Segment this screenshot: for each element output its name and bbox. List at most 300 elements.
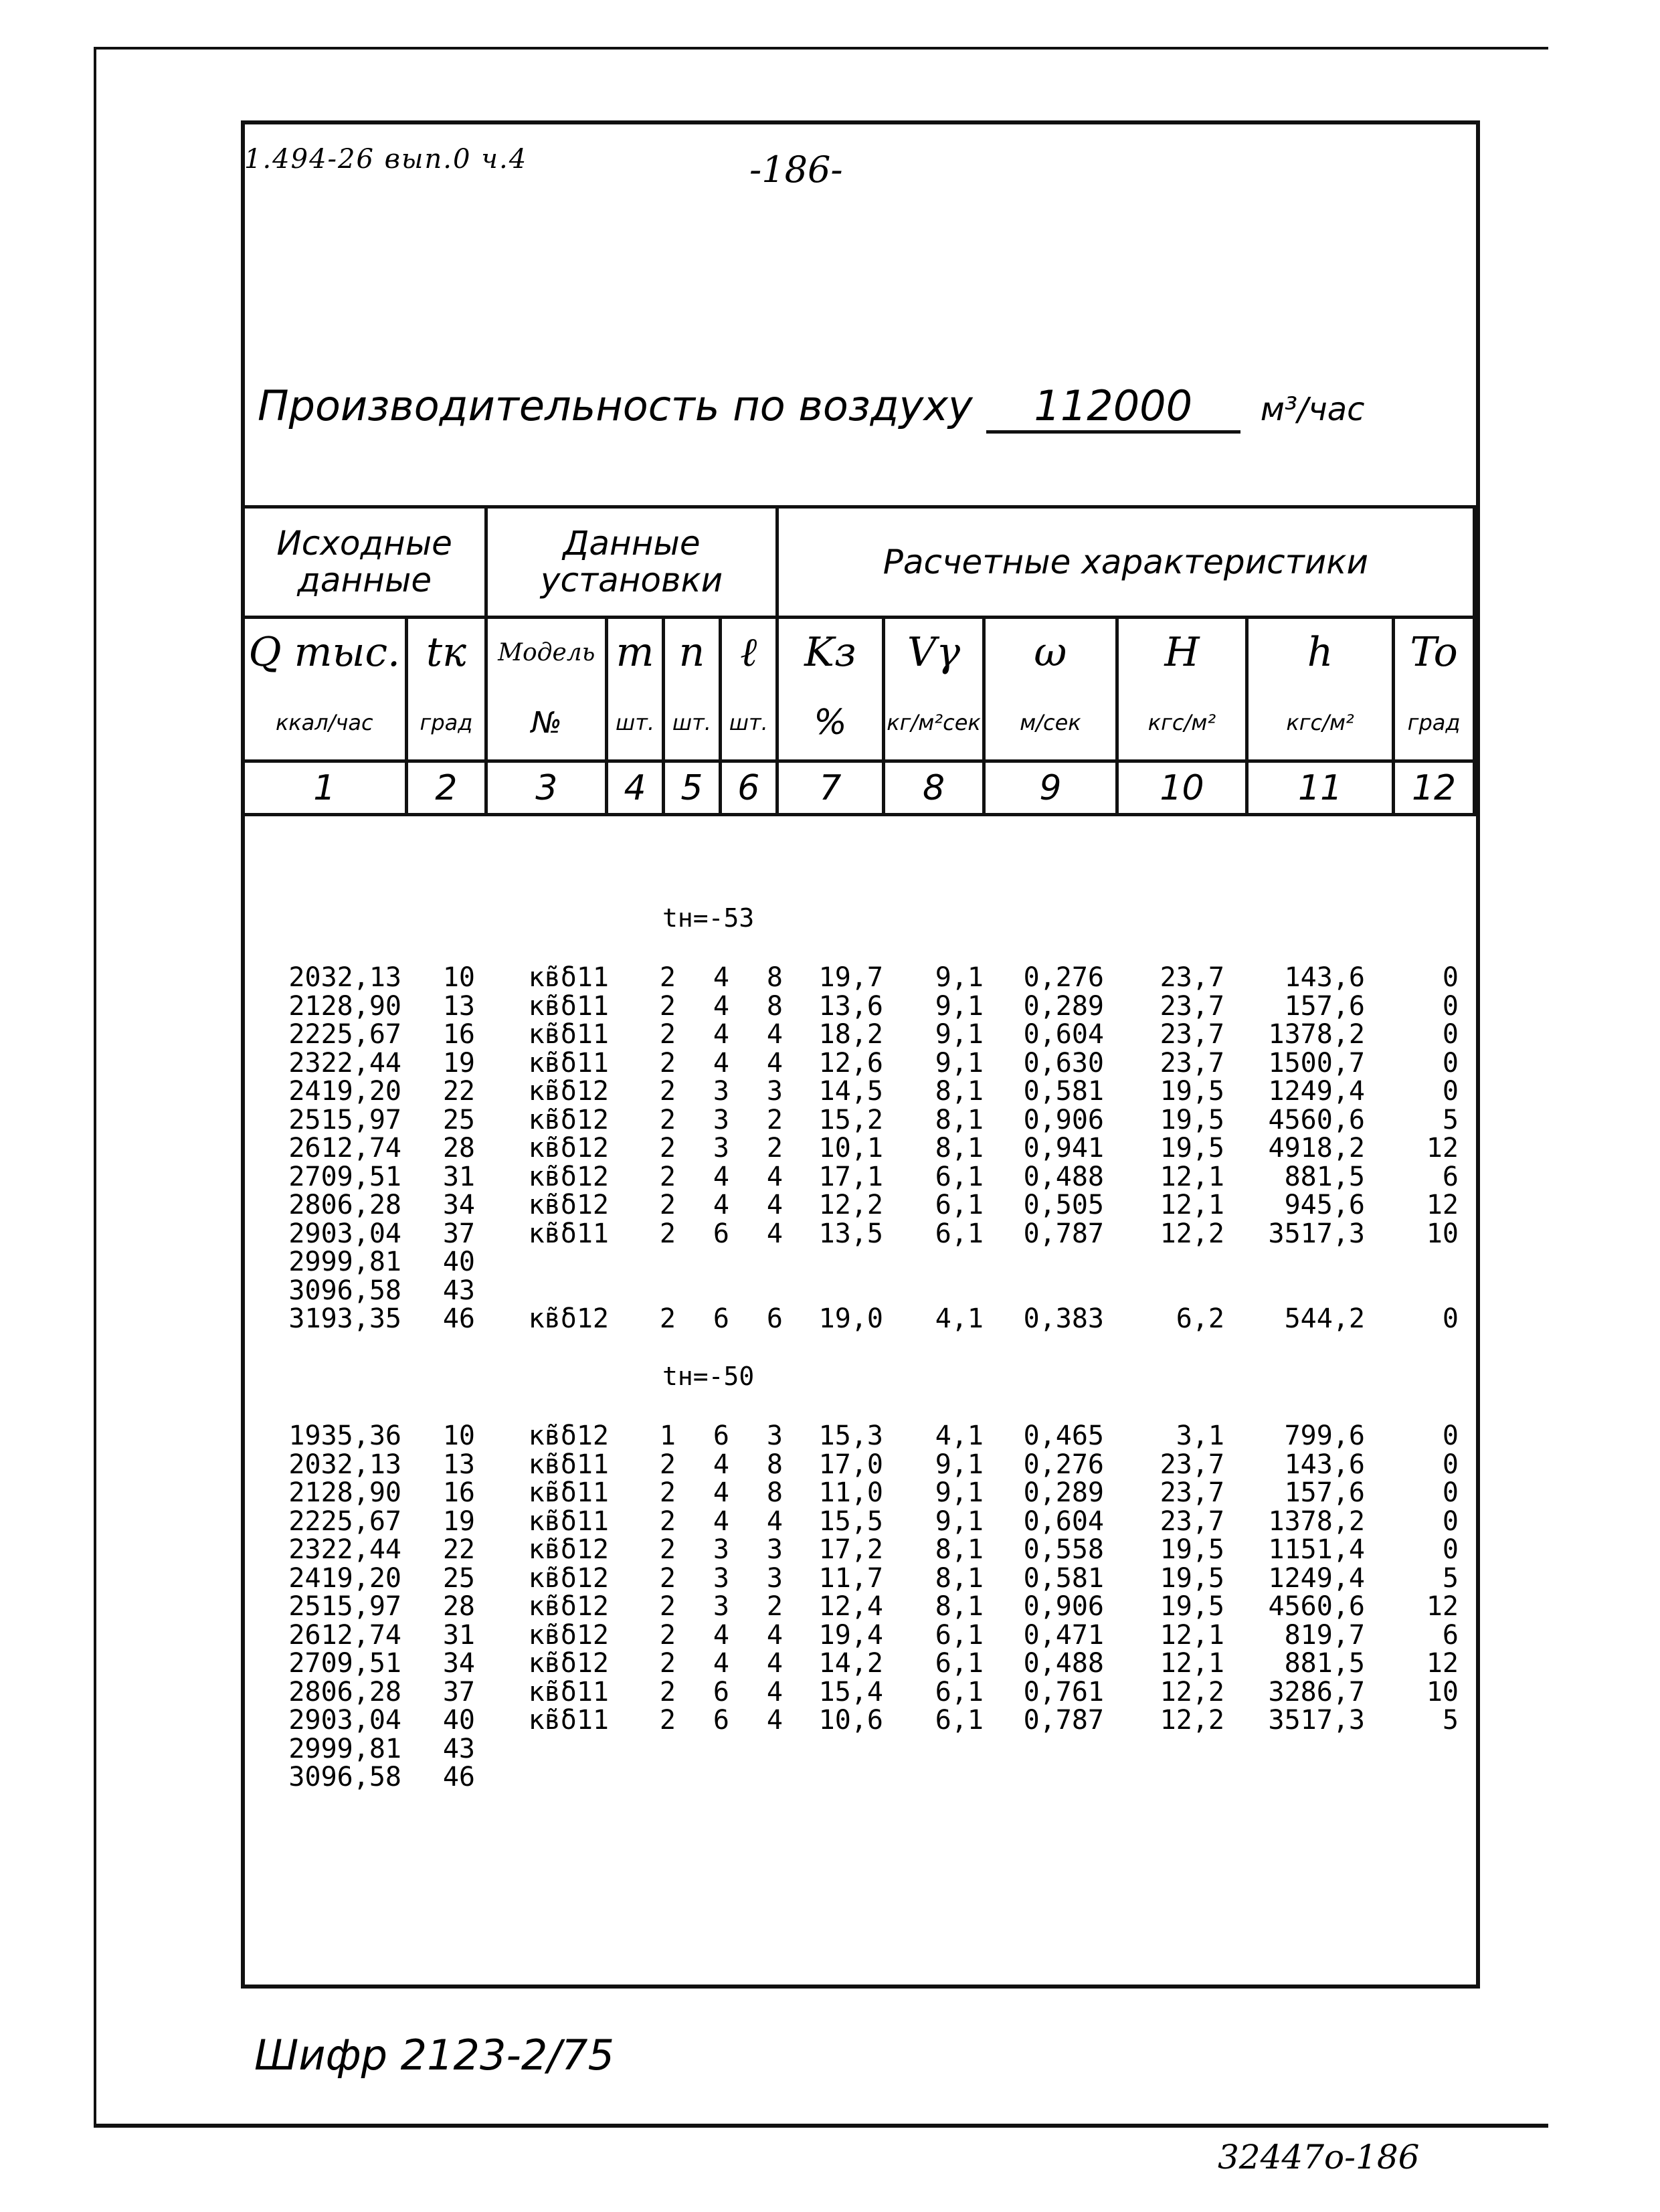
- table-cell: 0,906: [1023, 1104, 1104, 1135]
- table-cell: 0,581: [1023, 1562, 1104, 1594]
- table-cell: кв̃δ11: [528, 1477, 609, 1508]
- table-cell: [783, 1277, 883, 1305]
- col-unit-H: кгс/м²: [1117, 686, 1247, 761]
- table-row: [274, 1020, 1459, 1049]
- table-cell: кв̃δ11: [528, 1676, 609, 1708]
- table-cell: кв̃δ11: [528, 1218, 609, 1249]
- table-cell: 4560,6: [1268, 1591, 1365, 1622]
- table-cell: 23,7: [1160, 990, 1224, 1022]
- table-cell: 2032,13: [288, 1449, 401, 1480]
- table-cell: 0,505: [1023, 1190, 1104, 1220]
- table-cell: 9,1: [935, 1019, 984, 1050]
- table-cell: 12,2: [1160, 1705, 1224, 1736]
- table-cell: 23,7: [1160, 1449, 1224, 1480]
- table-cell: [609, 1277, 676, 1305]
- table-cell: 13,6: [818, 990, 883, 1022]
- table-cell: 0,276: [1023, 1449, 1104, 1480]
- col-symbol-q: Q тыс.: [243, 618, 407, 686]
- table-cell: 881,5: [1284, 1161, 1365, 1192]
- table-cell: 12,2: [818, 1190, 883, 1220]
- col-symbol-l: ℓ: [720, 618, 777, 686]
- table-cell: [729, 1763, 783, 1792]
- table-cell: 3517,3: [1268, 1705, 1365, 1736]
- table-row: [274, 1451, 1459, 1479]
- table-cell: [1104, 1735, 1224, 1764]
- table-cell: 4: [713, 1505, 729, 1537]
- table-cell: [883, 1763, 984, 1792]
- table-cell: кв̃δ12: [528, 1133, 609, 1164]
- table-cell: 2: [659, 962, 676, 993]
- table-cell: 14,2: [818, 1648, 883, 1679]
- table-cell: 19,0: [818, 1303, 883, 1334]
- table-cell: [609, 1763, 676, 1792]
- table-cell: 1378,2: [1268, 1505, 1365, 1537]
- table-cell: 0,383: [1023, 1303, 1104, 1334]
- table-cell: 3,1: [1176, 1420, 1224, 1451]
- table-cell: 12: [1426, 1190, 1459, 1220]
- table-row: [274, 1134, 1459, 1163]
- table-row: [274, 1678, 1459, 1707]
- table-cell: кв̃δ11: [528, 962, 609, 993]
- table-cell: 2: [659, 1477, 676, 1508]
- col-number: 5: [663, 761, 720, 815]
- col-number: 3: [486, 761, 607, 815]
- col-unit-vg: кг/м²сек: [884, 686, 984, 761]
- table-cell: 46: [442, 1303, 475, 1334]
- table-row: [274, 1763, 1459, 1792]
- table-cell: 3517,3: [1268, 1218, 1365, 1249]
- table-cell: 881,5: [1284, 1648, 1365, 1679]
- col-number: 8: [884, 761, 984, 815]
- table-cell: 157,6: [1284, 1477, 1365, 1508]
- table-cell: 2: [659, 1076, 676, 1107]
- table-cell: 2032,13: [288, 962, 401, 993]
- table-cell: 0,604: [1023, 1505, 1104, 1537]
- table-row: [274, 1621, 1459, 1650]
- col-symbol-h: h: [1247, 618, 1394, 686]
- table-cell: 3: [766, 1420, 783, 1451]
- table-cell: 3096,58: [288, 1275, 401, 1306]
- table-header: [241, 505, 1476, 816]
- table-row: [274, 1735, 1459, 1764]
- table-cell: 0,465: [1023, 1420, 1104, 1451]
- table-cell: 143,6: [1284, 1449, 1365, 1480]
- table-cell: 12: [1426, 1591, 1459, 1622]
- table-cell: 12,1: [1160, 1161, 1224, 1192]
- table-cell: 28: [442, 1133, 475, 1164]
- table-cell: 157,6: [1284, 990, 1365, 1022]
- table-cell: 8: [766, 1449, 783, 1480]
- table-cell: 1151,4: [1268, 1534, 1365, 1565]
- data-block-tn-53: [274, 963, 1459, 1333]
- table-cell: 4: [713, 1619, 729, 1651]
- table-cell: 4: [713, 1190, 729, 1220]
- table-cell: 15,5: [818, 1505, 883, 1537]
- table-cell: [883, 1735, 984, 1764]
- table-cell: 2322,44: [288, 1534, 401, 1565]
- table-cell: 4: [713, 1047, 729, 1079]
- table-cell: 31: [442, 1619, 475, 1651]
- table-row: [274, 1106, 1459, 1135]
- col-number: 10: [1117, 761, 1247, 815]
- table-cell: 2806,28: [288, 1676, 401, 1708]
- table-cell: кв̃δ12: [528, 1076, 609, 1107]
- table-cell: [676, 1763, 729, 1792]
- air-capacity-unit: м³/час: [1260, 391, 1365, 428]
- table-cell: 19,5: [1160, 1534, 1224, 1565]
- col-number: 2: [406, 761, 486, 815]
- table-cell: 4: [766, 1505, 783, 1537]
- section-label-tn-53: tн=-53: [662, 903, 755, 933]
- table-cell: 3: [713, 1534, 729, 1565]
- table-cell: 2903,04: [288, 1218, 401, 1249]
- table-cell: 8,1: [935, 1534, 984, 1565]
- table-cell: 2709,51: [288, 1648, 401, 1679]
- table-row: [274, 1305, 1459, 1333]
- table-cell: 12,4: [818, 1591, 883, 1622]
- table-cell: кв̃δ12: [528, 1619, 609, 1651]
- table-cell: 0,787: [1023, 1218, 1104, 1249]
- table-cell: [475, 1248, 609, 1277]
- table-cell: 25: [442, 1104, 475, 1135]
- table-cell: 19,5: [1160, 1133, 1224, 1164]
- col-symbol-vg: Vγ: [884, 618, 984, 686]
- table-cell: 2806,28: [288, 1190, 401, 1220]
- table-cell: 6: [713, 1676, 729, 1708]
- table-cell: 3: [713, 1104, 729, 1135]
- table-cell: 8: [766, 962, 783, 993]
- table-cell: 2: [659, 1534, 676, 1565]
- table-cell: [475, 1763, 609, 1792]
- col-unit-omega: м/сек: [984, 686, 1117, 761]
- table-cell: 2: [659, 1104, 676, 1135]
- table-cell: 945,6: [1284, 1190, 1365, 1220]
- table-cell: кв̃δ12: [528, 1534, 609, 1565]
- table-cell: 23,7: [1160, 1505, 1224, 1537]
- table-cell: 2: [659, 1303, 676, 1334]
- table-cell: 0,906: [1023, 1591, 1104, 1622]
- table-row: [274, 1649, 1459, 1678]
- table-cell: 2: [659, 1161, 676, 1192]
- table-cell: 6: [713, 1705, 729, 1736]
- table-cell: кв̃δ12: [528, 1562, 609, 1594]
- table-row: [274, 1422, 1459, 1451]
- table-cell: 2: [659, 1505, 676, 1537]
- table-cell: 4: [713, 1449, 729, 1480]
- table-cell: 4: [766, 1047, 783, 1079]
- col-symbol-n: n: [663, 618, 720, 686]
- col-number: 11: [1247, 761, 1394, 815]
- table-cell: 28: [442, 1591, 475, 1622]
- table-cell: 0: [1442, 1477, 1459, 1508]
- table-cell: 0,488: [1023, 1648, 1104, 1679]
- table-cell: [883, 1277, 984, 1305]
- table-row: [274, 1248, 1459, 1277]
- table-cell: 11,7: [818, 1562, 883, 1594]
- table-cell: 4: [713, 962, 729, 993]
- table-cell: 8,1: [935, 1591, 984, 1622]
- table-cell: 0,471: [1023, 1619, 1104, 1651]
- table-row: [274, 1536, 1459, 1564]
- col-unit-l: шт.: [720, 686, 777, 761]
- table-cell: 3: [713, 1562, 729, 1594]
- table-row: [274, 1163, 1459, 1192]
- table-cell: 4: [713, 1019, 729, 1050]
- table-cell: 4: [766, 1019, 783, 1050]
- table-cell: 12,6: [818, 1047, 883, 1079]
- table-cell: 0: [1442, 1019, 1459, 1050]
- table-cell: [1365, 1248, 1459, 1277]
- table-cell: 46: [442, 1762, 475, 1792]
- table-cell: 2612,74: [288, 1133, 401, 1164]
- table-cell: 4: [766, 1648, 783, 1679]
- table-cell: 5: [1442, 1104, 1459, 1135]
- table-cell: 2903,04: [288, 1705, 401, 1736]
- col-unit-to: град: [1394, 686, 1475, 761]
- col-number: 4: [607, 761, 664, 815]
- table-cell: 12,1: [1160, 1648, 1224, 1679]
- table-cell: 12,1: [1160, 1619, 1224, 1651]
- table-cell: 19,5: [1160, 1562, 1224, 1594]
- table-cell: 4,1: [935, 1303, 984, 1334]
- table-cell: 1249,4: [1268, 1076, 1365, 1107]
- table-cell: 8: [766, 1477, 783, 1508]
- table-cell: 0,289: [1023, 990, 1104, 1022]
- table-cell: 2999,81: [288, 1247, 401, 1277]
- title-label: Производительность по воздуху: [258, 381, 973, 430]
- table-cell: кв̃δ11: [528, 1705, 609, 1736]
- table-cell: 14,5: [818, 1076, 883, 1107]
- table-row: [274, 1049, 1459, 1078]
- table-cell: 4918,2: [1268, 1133, 1365, 1164]
- table-cell: 2: [659, 1047, 676, 1079]
- table-cell: [1365, 1763, 1459, 1792]
- table-cell: кв̃δ12: [528, 1420, 609, 1451]
- table-cell: кв̃δ12: [528, 1104, 609, 1135]
- document-code: 1.494-26 вып.0 ч.4: [244, 144, 528, 175]
- table-cell: [783, 1735, 883, 1764]
- table-cell: 12: [1426, 1133, 1459, 1164]
- table-cell: 2322,44: [288, 1047, 401, 1079]
- table-cell: 9,1: [935, 1505, 984, 1537]
- table-cell: [1365, 1277, 1459, 1305]
- table-cell: 22: [442, 1076, 475, 1107]
- table-cell: 0: [1442, 962, 1459, 993]
- table-cell: 0,558: [1023, 1534, 1104, 1565]
- table-cell: 6: [713, 1303, 729, 1334]
- table-cell: 0,488: [1023, 1161, 1104, 1192]
- group-source-data: Исходные данные: [243, 507, 486, 618]
- col-unit-k3: %: [777, 686, 883, 761]
- table-cell: 2515,97: [288, 1104, 401, 1135]
- table-cell: 19,4: [818, 1619, 883, 1651]
- table-cell: 15,4: [818, 1676, 883, 1708]
- table-cell: 4: [713, 1161, 729, 1192]
- table-cell: [883, 1248, 984, 1277]
- col-number: 9: [984, 761, 1117, 815]
- table-cell: 10: [1426, 1218, 1459, 1249]
- table-cell: [984, 1763, 1104, 1792]
- table-cell: 3: [766, 1534, 783, 1565]
- table-cell: 799,6: [1284, 1420, 1365, 1451]
- table-cell: 0,941: [1023, 1133, 1104, 1164]
- table-cell: 2612,74: [288, 1619, 401, 1651]
- table-cell: 0,581: [1023, 1076, 1104, 1107]
- table-cell: 10,6: [818, 1705, 883, 1736]
- table-cell: 4: [713, 990, 729, 1022]
- table-cell: 23,7: [1160, 1477, 1224, 1508]
- col-symbol-to: To: [1394, 618, 1475, 686]
- table-cell: 8,1: [935, 1104, 984, 1135]
- table-cell: 6,1: [935, 1161, 984, 1192]
- table-cell: [676, 1277, 729, 1305]
- table-cell: 4: [766, 1676, 783, 1708]
- table-row: [274, 1077, 1459, 1106]
- col-unit-n: шт.: [663, 686, 720, 761]
- page-title: [258, 381, 1365, 434]
- table-cell: 6,1: [935, 1190, 984, 1220]
- table-cell: 15,2: [818, 1104, 883, 1135]
- table-cell: кв̃δ12: [528, 1190, 609, 1220]
- table-cell: 6: [766, 1303, 783, 1334]
- table-cell: 2225,67: [288, 1019, 401, 1050]
- col-symbol-tk: tк: [406, 618, 486, 686]
- table-cell: 6: [1442, 1619, 1459, 1651]
- table-cell: 3: [713, 1591, 729, 1622]
- table-cell: 0: [1442, 990, 1459, 1022]
- table-cell: 2: [766, 1104, 783, 1135]
- table-row: [274, 1277, 1459, 1305]
- group-installation-data: Данные установки: [486, 507, 777, 618]
- table-cell: 3193,35: [288, 1303, 401, 1334]
- page-number: -186-: [749, 149, 843, 191]
- table-cell: 5: [1442, 1562, 1459, 1594]
- table-cell: 0,604: [1023, 1019, 1104, 1050]
- table-cell: 4: [713, 1648, 729, 1679]
- col-unit-m: шт.: [607, 686, 664, 761]
- table-cell: 2: [659, 1133, 676, 1164]
- table-cell: 3: [713, 1076, 729, 1107]
- table-cell: 0,761: [1023, 1676, 1104, 1708]
- table-cell: 31: [442, 1161, 475, 1192]
- table-cell: 9,1: [935, 962, 984, 993]
- table-cell: 1: [659, 1420, 676, 1451]
- table-cell: 2: [659, 1218, 676, 1249]
- table-cell: 2419,20: [288, 1562, 401, 1594]
- group-calculated-characteristics: Расчетные характеристики: [777, 507, 1474, 618]
- table-cell: 6,1: [935, 1648, 984, 1679]
- col-symbol-H: H: [1117, 618, 1247, 686]
- table-cell: [783, 1763, 883, 1792]
- table-cell: 3: [766, 1562, 783, 1594]
- table-cell: 6,1: [935, 1705, 984, 1736]
- table-cell: 2: [659, 1562, 676, 1594]
- table-cell: 8,1: [935, 1133, 984, 1164]
- table-cell: 16: [442, 1477, 475, 1508]
- table-cell: [984, 1277, 1104, 1305]
- table-cell: [609, 1735, 676, 1764]
- table-cell: 10: [442, 962, 475, 993]
- table-cell: 12,2: [1160, 1676, 1224, 1708]
- table-cell: 4: [713, 1477, 729, 1508]
- table-cell: 16: [442, 1019, 475, 1050]
- col-symbol-k3: Kз: [777, 618, 883, 686]
- table-cell: 13,5: [818, 1218, 883, 1249]
- table-cell: 1500,7: [1268, 1047, 1365, 1079]
- table-cell: [729, 1277, 783, 1305]
- table-cell: 19,7: [818, 962, 883, 993]
- table-cell: кв̃δ12: [528, 1591, 609, 1622]
- table-cell: [729, 1248, 783, 1277]
- table-row: [274, 1479, 1459, 1507]
- table-cell: 34: [442, 1190, 475, 1220]
- table-cell: кв̃δ12: [528, 1303, 609, 1334]
- table-cell: 2: [659, 1648, 676, 1679]
- table-cell: 8,1: [935, 1562, 984, 1594]
- table-cell: 15,3: [818, 1420, 883, 1451]
- table-cell: 3: [766, 1076, 783, 1107]
- table-cell: 2419,20: [288, 1076, 401, 1107]
- table-cell: 0,787: [1023, 1705, 1104, 1736]
- table-cell: 10: [1426, 1676, 1459, 1708]
- table-cell: 25: [442, 1562, 475, 1594]
- table-cell: 544,2: [1284, 1303, 1365, 1334]
- table-cell: кв̃δ11: [528, 1449, 609, 1480]
- table-cell: 18,2: [818, 1019, 883, 1050]
- table-cell: [1224, 1277, 1365, 1305]
- table-cell: 0: [1442, 1303, 1459, 1334]
- table-cell: 2709,51: [288, 1161, 401, 1192]
- table-cell: 23,7: [1160, 1019, 1224, 1050]
- col-symbol-model: Модель: [486, 618, 607, 686]
- table-cell: 6,1: [935, 1619, 984, 1651]
- table-cell: 4: [766, 1218, 783, 1249]
- table-cell: 40: [442, 1247, 475, 1277]
- table-cell: 17,0: [818, 1449, 883, 1480]
- table-cell: [676, 1735, 729, 1764]
- table-cell: 9,1: [935, 1449, 984, 1480]
- table-cell: [1365, 1735, 1459, 1764]
- table-cell: 3096,58: [288, 1762, 401, 1792]
- table-cell: 11,0: [818, 1477, 883, 1508]
- table-cell: 9,1: [935, 990, 984, 1022]
- table-cell: 40: [442, 1705, 475, 1736]
- table-cell: 34: [442, 1648, 475, 1679]
- col-number: 6: [720, 761, 777, 815]
- footer-cipher-code: Шифр 2123-2/75: [254, 2031, 615, 2080]
- table-cell: 2: [659, 1019, 676, 1050]
- table-cell: 0,276: [1023, 962, 1104, 993]
- table-cell: 4560,6: [1268, 1104, 1365, 1135]
- table-cell: 1249,4: [1268, 1562, 1365, 1594]
- table-cell: 22: [442, 1534, 475, 1565]
- table-cell: 8: [766, 990, 783, 1022]
- table-row: [274, 1191, 1459, 1220]
- table-cell: 0: [1442, 1449, 1459, 1480]
- table-cell: кв̃δ11: [528, 1505, 609, 1537]
- table-cell: 9,1: [935, 1477, 984, 1508]
- table-cell: 2: [659, 1676, 676, 1708]
- table-cell: 6: [713, 1218, 729, 1249]
- table-cell: 23,7: [1160, 1047, 1224, 1079]
- table-cell: 6: [713, 1420, 729, 1451]
- section-label-tn-50: tн=-50: [662, 1362, 755, 1391]
- table-cell: 1378,2: [1268, 1019, 1365, 1050]
- table-cell: кв̃δ11: [528, 1019, 609, 1050]
- table-cell: [475, 1735, 609, 1764]
- table-cell: 2128,90: [288, 1477, 401, 1508]
- table-cell: [475, 1277, 609, 1305]
